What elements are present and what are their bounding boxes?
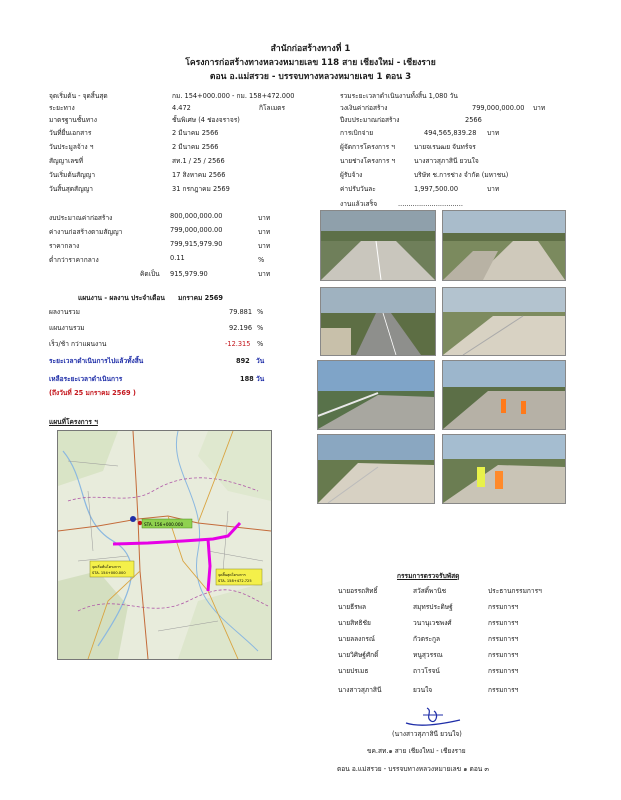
map-end-label: จุดสิ้นสุดโครงการ (218, 573, 246, 577)
info-value: 2566 (465, 116, 482, 124)
info-label: จุดเริ่มต้น - จุดสิ้นสุด (49, 92, 108, 100)
as-of-date: (ถึงวันที่ 25 มกราคม 2569 ) (49, 389, 136, 397)
info-value: กม. 154+000.000 - กม. 158+472.000 (172, 92, 295, 100)
info-label: นายช่างโครงการ ฯ (340, 157, 396, 165)
committee-role: กรรมการฯ (488, 619, 519, 627)
progress-label: แผนงานรวม (49, 324, 85, 332)
project-map (57, 430, 272, 660)
info-label: ผู้จัดการโครงการ ฯ (340, 143, 395, 151)
info-value: 1,997,500.00 (414, 185, 459, 193)
committee-first: นางสาวสุภาสินี (338, 686, 382, 694)
committee-role: กรรมการฯ (488, 603, 519, 611)
info-value: นายจเรนฒย จันทร์จร (414, 143, 476, 151)
committee-role: กรรมการฯ (488, 651, 519, 659)
budget-unit: % (258, 256, 265, 264)
info-label: มาตรฐานชั้นทาง (49, 116, 97, 124)
committee-first: นายวิศิษฐ์ศักดิ์ (338, 651, 379, 659)
committee-first: นายลลงกรณ์ (338, 635, 376, 643)
committee-first: นายปรเมธ (338, 667, 369, 675)
road-construction-photo-7 (317, 434, 435, 504)
info-value: 2 มีนาคม 2566 (172, 129, 219, 137)
road-construction-photo-4 (442, 287, 566, 356)
budget-label: ต่ำกว่าราคากลาง (49, 256, 99, 264)
progress-value: 92.196 (229, 324, 253, 332)
budget-label: ราคากลาง (49, 242, 80, 250)
map-end-sta: STA. 158+472.725 (218, 579, 252, 583)
committee-role: กรรมการฯ (488, 686, 519, 694)
info-label: ปีงบประมาณก่อสร้าง (340, 116, 400, 124)
progress-unit: % (257, 324, 264, 332)
budget-value: 0.11 (170, 254, 185, 262)
committee-first: นายสิทธิชัย (338, 619, 371, 627)
remaining-label: เหลือระยะเวลาดำเนินการ (49, 375, 123, 383)
road-construction-photo-3 (320, 287, 436, 356)
progress-value: 79.881 (229, 308, 253, 316)
info-unit: กิโลเมตร (259, 104, 285, 112)
info-value: 799,000,000.00 (472, 104, 525, 112)
remaining-unit: วัน (256, 375, 265, 383)
budget-value: 800,000,000.00 (170, 212, 223, 220)
project-title: โครงการก่อสร้างทางหลวงหมายเลข 118 สาย เชียงใหม่ - เชียงราย (185, 58, 436, 68)
map-start-sta: STA. 154+000.000 (92, 571, 126, 575)
map-graphic (58, 431, 271, 659)
budget-label: งบประมาณค่าก่อสร้าง (49, 214, 113, 222)
signature-mark (403, 705, 463, 731)
progress-value-delay: -12.315 (225, 340, 251, 348)
office-title: สำนักก่อสร้างทางที่ 1 (270, 44, 351, 54)
info-label: วันสิ้นสุดสัญญา (49, 185, 94, 193)
budget-unit: บาท (258, 270, 271, 278)
committee-role: กรรมการฯ (488, 635, 519, 643)
info-value: 494,565,839.28 (424, 129, 477, 137)
progress-title: แผนงาน - ผลงาน ประจำเดือน (78, 294, 165, 302)
info-label: วันประมูลจ้าง ฯ (49, 143, 94, 151)
committee-last: ยวนใจ (413, 686, 433, 694)
road-construction-photo-1 (320, 210, 436, 281)
info-label: วันเริ่มต้นสัญญา (49, 171, 96, 179)
signer-position: ขค.สท.๑ สาย เชียงใหม่ - เชียงราย (367, 747, 466, 755)
road-construction-photo-5 (317, 360, 435, 430)
committee-last: ถาวโรจน์ (413, 667, 440, 675)
info-unit: บาท (487, 129, 500, 137)
budget-value: 799,915,979.90 (170, 240, 223, 248)
info-value: ............................... (398, 200, 463, 208)
signer-name: (นางสาวสุภาสินี ยวนใจ) (392, 730, 462, 738)
budget-value: 799,000,000.00 (170, 226, 223, 234)
signer-section: ตอน อ.แม่สรวย - บรรจบทางหลวงหมายเลข ๑ ตอน ๓ (337, 765, 489, 773)
road-construction-photo-2 (442, 210, 566, 281)
elapsed-unit: วัน (256, 357, 265, 365)
info-unit: บาท (487, 185, 500, 193)
info-unit: บาท (533, 104, 546, 112)
committee-last: สวัสดิ์พานิช (413, 587, 447, 595)
info-label: วงเงินค่าก่อสร้าง (340, 104, 388, 112)
section-title: ตอน อ.แม่สรวย - บรรจบทางหลวงหมายเลข 1 ตอน 3 (209, 72, 412, 82)
committee-last: หนูสุวรรณ (413, 651, 443, 659)
progress-unit: % (257, 308, 264, 316)
info-value: 31 กรกฎาคม 2569 (172, 185, 230, 193)
committee-title: กรรมการตรวจรับพัสดุ (397, 572, 460, 580)
committee-last: วนานุเวชพงศ์ (413, 619, 452, 627)
budget-unit: บาท (258, 242, 271, 250)
info-value: ชั้นพิเศษ (4 ช่องจราจร) (172, 116, 240, 124)
committee-last: กัวตระกูล (413, 635, 441, 643)
progress-label: เร็ว/ช้า กว่าแผนงาน (49, 340, 107, 348)
info-label: รวมระยะเวลาดำเนินงานทั้งสิ้น 1,080 วัน (340, 92, 458, 100)
remaining-value: 188 (240, 375, 254, 383)
budget-label: คิดเป็น (140, 270, 160, 278)
info-value: 17 สิงหาคม 2566 (172, 171, 226, 179)
committee-role: ประธานกรรมการฯ (488, 587, 542, 595)
committee-role: กรรมการฯ (488, 667, 519, 675)
info-label: สัญญาเลขที่ (49, 157, 84, 165)
road-construction-photo-6 (442, 360, 566, 430)
map-start-label: จุดเริ่มต้นโครงการ (92, 565, 121, 569)
progress-month: มกราคม 2569 (178, 294, 223, 302)
info-label: การเบิกจ่าย (340, 129, 374, 137)
committee-first: นายธีรพล (338, 603, 367, 611)
committee-last: สมุทรประดิษฐ์ (413, 603, 453, 611)
info-label: ระยะทาง (49, 104, 75, 112)
info-label: ค่าปรับวันละ (340, 185, 376, 193)
map-title: แผนที่โครงการ ฯ (49, 418, 98, 426)
info-value: บริษัท ช.การช่าง จำกัด (มหาชน) (414, 171, 509, 179)
budget-unit: บาท (258, 214, 271, 222)
elapsed-value: 892 (236, 357, 250, 365)
info-value: 2 มีนาคม 2566 (172, 143, 219, 151)
info-label: วันที่ยื่นเอกสาร (49, 129, 92, 137)
road-construction-photo-8 (442, 434, 566, 504)
elapsed-label: ระยะเวลาดำเนินการไปแล้วทั้งสิ้น (49, 357, 144, 365)
map-tag-label: STA. 156+000.000 (144, 522, 184, 527)
info-label: งานแล้วเสร็จ (340, 200, 378, 208)
progress-unit: % (257, 340, 264, 348)
info-label: ผู้รับจ้าง (340, 171, 363, 179)
budget-value: 915,979.90 (170, 270, 208, 278)
info-value: สท.1 / 25 / 2566 (172, 157, 225, 165)
progress-label: ผลงานรวม (49, 308, 80, 316)
budget-unit: บาท (258, 228, 271, 236)
committee-first: นายอรรถสิทธิ์ (338, 587, 378, 595)
budget-label: ค่างานก่อสร้างตามสัญญา (49, 228, 123, 236)
info-value: นางสาวสุภาสินี ยวนใจ (414, 157, 479, 165)
info-value: 4.472 (172, 104, 191, 112)
